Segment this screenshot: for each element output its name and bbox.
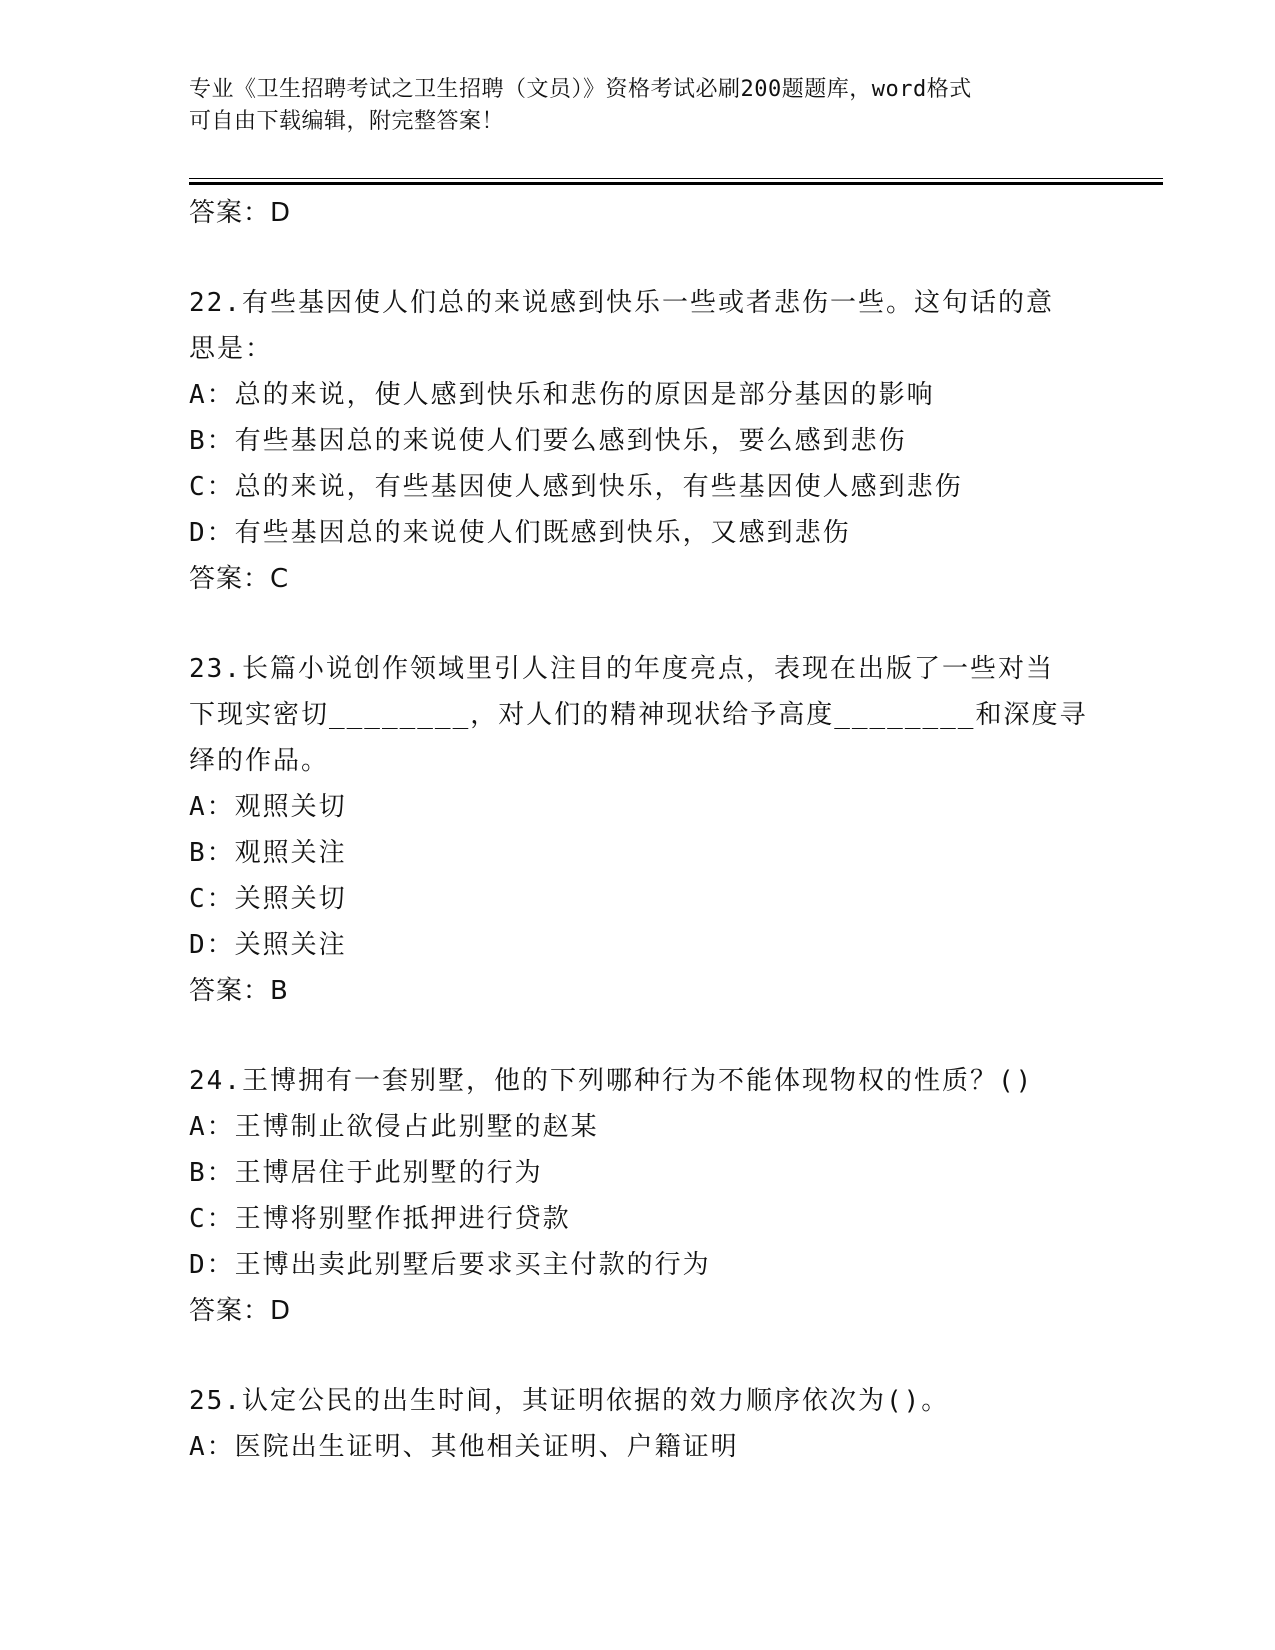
answer-21: 答案：D [189, 198, 292, 228]
option-d: D：王博出卖此别墅后要求买主付款的行为 [189, 1250, 711, 1280]
header-divider-thick [189, 182, 1163, 185]
option-a: A：总的来说，使人感到快乐和悲伤的原因是部分基因的影响 [189, 380, 935, 410]
answer-24: 答案：D [189, 1296, 292, 1326]
option-d: D：关照关注 [189, 930, 347, 960]
question-22 [189, 280, 1089, 602]
question-text-line: 23.长篇小说创作领域里引人注目的年度亮点，表现在出版了一些对当 [189, 654, 1054, 684]
question-text-line: 下现实密切________，对人们的精神现状给予高度________和深度寻 [189, 700, 1088, 730]
header-divider-thin [189, 178, 1163, 179]
option-d: D：有些基因总的来说使人们既感到快乐，又感到悲伤 [189, 518, 851, 548]
question-text-line: 24.王博拥有一套别墅，他的下列哪种行为不能体现物权的性质？() [189, 1066, 1034, 1096]
question-text-line: 22.有些基因使人们总的来说感到快乐一些或者悲伤一些。这句话的意 [189, 288, 1054, 318]
question-text-line: 25.认定公民的出生时间，其证明依据的效力顺序依次为()。 [189, 1386, 950, 1416]
option-b: B：观照关注 [189, 838, 347, 868]
option-c: C：关照关切 [189, 884, 347, 914]
question-text-line: 绎的作品。 [189, 746, 330, 776]
document-header [189, 74, 1069, 138]
option-c: C：总的来说，有些基因使人感到快乐，有些基因使人感到悲伤 [189, 472, 963, 502]
answer-23: 答案：B [189, 976, 289, 1006]
header-line-1: 专业《卫生招聘考试之卫生招聘（文员）》资格考试必刷200题题库，word格式 [189, 77, 972, 102]
question-text-line: 思是： [189, 334, 274, 364]
answer-22: 答案：C [189, 564, 290, 594]
option-a: A：王博制止欲侵占此别墅的赵某 [189, 1112, 599, 1142]
question-24 [189, 1058, 1089, 1334]
option-a: A：观照关切 [189, 792, 347, 822]
question-list [189, 190, 1089, 1470]
option-b: B：有些基因总的来说使人们要么感到快乐，要么感到悲伤 [189, 426, 907, 456]
question-25 [189, 1378, 1089, 1470]
option-b: B：王博居住于此别墅的行为 [189, 1158, 543, 1188]
question-23 [189, 646, 1089, 1014]
option-a: A：医院出生证明、其他相关证明、户籍证明 [189, 1432, 739, 1462]
option-c: C：王博将别墅作抵押进行贷款 [189, 1204, 571, 1234]
header-line-2: 可自由下载编辑，附完整答案！ [189, 109, 505, 134]
